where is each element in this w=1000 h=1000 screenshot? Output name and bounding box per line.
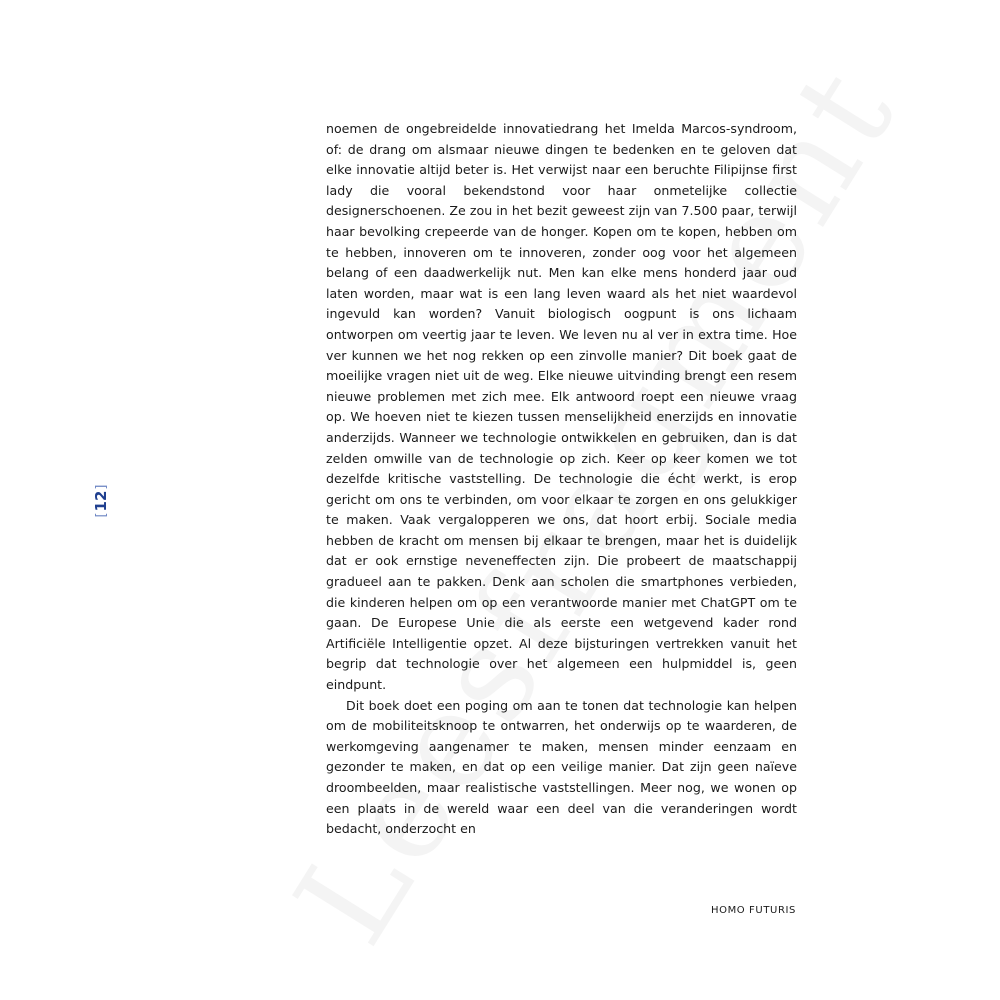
page-number-bracket-left: [: [93, 512, 109, 518]
page-number-value: 12: [92, 490, 110, 512]
paragraph-2: Dit boek doet een poging om aan te tonen dat technologie kan helpen om de mobiliteitsknoop te ontwarren, het onderwijs op te waarderen, de werkomgeving aangenamer te maken, mensen minder eenzaam en gezonder te maken, en dat op een veilige manier. Dat zijn geen naïeve droombeelden, maar realistische vaststellingen. Meer nog, we wonen op een plaats in de wereld waar een deel van die veranderingen wordt bedacht, onderzocht en: [326, 697, 797, 837]
running-footer-title: HOMO FUTURIS: [710, 905, 796, 916]
paragraph-1: noemen de ongebreidelde innovatiedrang het Imelda Marcos-syndroom, of: de drang om alsmaar nieuwe dingen te bedenken en te geloven dat elke innovatie altijd beter is. Het verwijst naar een beruchte Filipijnse first lady die vooral bekendstond voor haar onmetelijke collectie designerschoenen. Ze zou in het bezit geweest zijn van 7.500 paar, terwijl haar bevolking crepeerde van de honger. Kopen om te kopen, hebben om te hebben, innoveren om te innoveren, zonder oog voor het algemeen belang of een daadwerkelijk nut. Men kan elke mens honderd jaar oud laten worden, maar wat is een lang leven waard als het niet waardevol ingevuld kan worden? Vanuit biologisch oogpunt is ons lichaam ontworpen om veertig jaar te leven. We leven nu al ver in extra time. Hoe ver kunnen we het nog rekken op een zinvolle manier? Dit boek gaat de moeilijke vragen niet uit de weg. Elke nieuwe uitvinding brengt een resem nieuwe problemen met zich mee. Elk antwoord roept een nieuwe vraag op. We hoeven niet te kiezen tussen menselijkheid enerzijds en innovatie anderzijds. Wanneer we technologie ontwikkelen en gebruiken, dan is dat zelden omwille van de technologie op zich. Keer op keer komen we tot dezelfde kritische vaststelling. De technologie die écht werkt, is erop gericht om ons te verbinden, om voor elkaar te zorgen en ons gelukkiger te maken. Vaak vergalopperen we ons, dat hoort erbij. Sociale media hebben de kracht om mensen bij elkaar te brengen, maar het is duidelijk dat er ook ernstige neveneffecten zijn. Die probeert de maatschappij gradueel aan te pakken. Denk aan scholen die smartphones verbieden, die kinderen helpen om op een verantwoorde manier met ChatGPT om te gaan. De Europese Unie die als eerste een wetgevend kader rond Artificiële Intelligentie opzet. Al deze bijsturingen vertrekken vanuit het begrip dat technologie over het algemeen een hulpmiddel is, geen eindpunt.: [326, 121, 797, 693]
page-number: [86, 484, 116, 518]
body-text: [326, 119, 797, 840]
page-number-bracket-right: ]: [93, 484, 109, 490]
